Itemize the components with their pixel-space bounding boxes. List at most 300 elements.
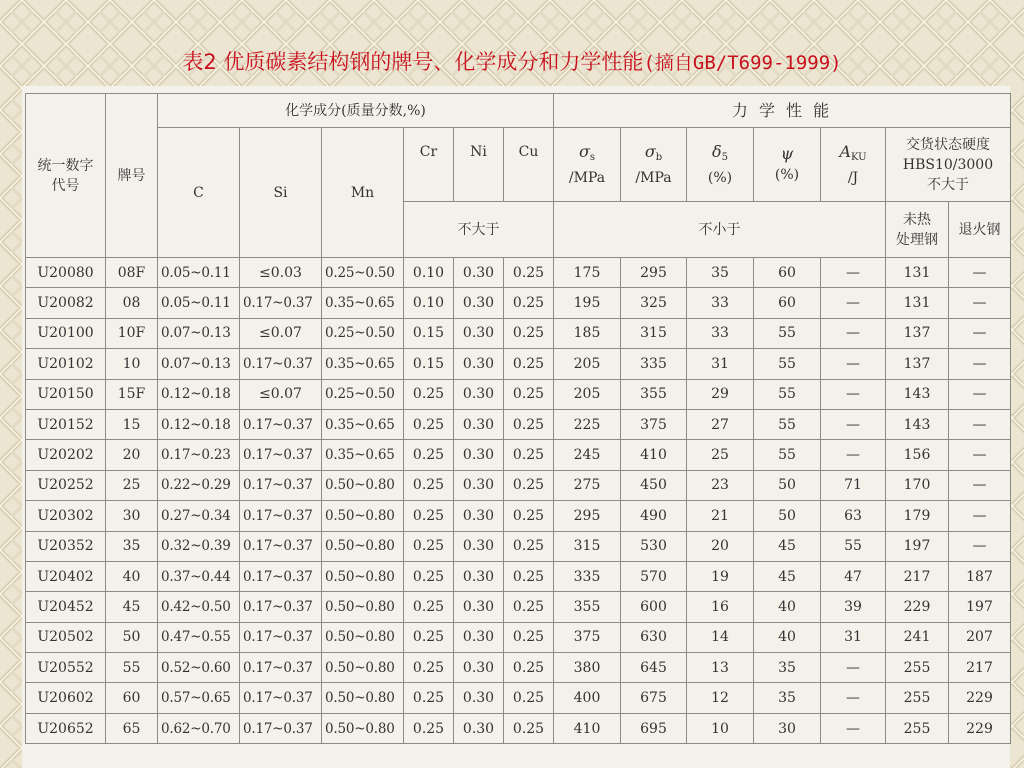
cell-hb1: 241 [886, 622, 949, 652]
header-ni: Ni [454, 128, 504, 202]
cell-psi: 35 [754, 653, 821, 683]
cell-cr: 0.25 [404, 561, 454, 591]
table-row [26, 713, 1011, 743]
cell-si: 0.17~0.37 [240, 409, 322, 439]
sigma-s-unit: /MPa [568, 169, 606, 186]
cell-d5: 31 [687, 349, 754, 379]
cell-grade: 30 [106, 501, 158, 531]
cell-code: U20080 [26, 258, 106, 288]
cell-c: 0.05~0.11 [158, 288, 240, 318]
cell-hb1: 255 [886, 653, 949, 683]
cell-hb1: 255 [886, 713, 949, 743]
table-row [26, 561, 1011, 591]
cell-aku: — [821, 258, 886, 288]
cell-d5: 12 [687, 683, 754, 713]
cell-si: 0.17~0.37 [240, 349, 322, 379]
aku-symbol: A [839, 141, 851, 161]
sigma-b-symbol: σ [644, 141, 656, 161]
cell-code: U20152 [26, 409, 106, 439]
cell-grade: 60 [106, 683, 158, 713]
cell-si: 0.17~0.37 [240, 561, 322, 591]
cell-cu: 0.25 [504, 501, 554, 531]
cell-sb: 325 [621, 288, 687, 318]
cell-psi: 55 [754, 409, 821, 439]
cell-ss: 185 [554, 318, 621, 348]
header-hardness [886, 128, 1011, 202]
cell-mn: 0.25~0.50 [322, 258, 404, 288]
cell-cu: 0.25 [504, 713, 554, 743]
cell-mn: 0.35~0.65 [322, 288, 404, 318]
cell-ss: 175 [554, 258, 621, 288]
title-main: 表2 优质碳素结构钢的牌号、化学成分和力学性能 [182, 50, 644, 74]
cell-d5: 19 [687, 561, 754, 591]
cell-ss: 315 [554, 531, 621, 561]
cell-ni: 0.30 [454, 683, 504, 713]
cell-ss: 205 [554, 379, 621, 409]
cell-psi: 45 [754, 531, 821, 561]
cell-hb1: 143 [886, 409, 949, 439]
cell-d5: 20 [687, 531, 754, 561]
cell-grade: 08 [106, 288, 158, 318]
cell-hb2: — [949, 318, 1011, 348]
cell-c: 0.12~0.18 [158, 409, 240, 439]
cell-hb1: 137 [886, 318, 949, 348]
cell-d5: 35 [687, 258, 754, 288]
cell-hb2: — [949, 258, 1011, 288]
cell-sb: 335 [621, 349, 687, 379]
cell-sb: 490 [621, 501, 687, 531]
cell-si: 0.17~0.37 [240, 501, 322, 531]
cell-hb2: — [949, 349, 1011, 379]
cell-grade: 10F [106, 318, 158, 348]
cell-code: U20402 [26, 561, 106, 591]
cell-c: 0.07~0.13 [158, 349, 240, 379]
cell-d5: 16 [687, 592, 754, 622]
cell-psi: 60 [754, 258, 821, 288]
delta-symbol: δ [711, 141, 722, 161]
cell-c: 0.07~0.13 [158, 318, 240, 348]
header-mn: Mn [322, 128, 404, 258]
sigma-b-unit: /MPa [635, 169, 672, 186]
cell-sb: 600 [621, 592, 687, 622]
cell-mn: 0.35~0.65 [322, 440, 404, 470]
cell-cu: 0.25 [504, 470, 554, 500]
header-not-greater: 不大于 [404, 202, 554, 258]
header-cr: Cr [404, 128, 454, 202]
header-annealed: 退火钢 [949, 202, 1011, 258]
table-row [26, 379, 1011, 409]
cell-ss: 335 [554, 561, 621, 591]
cell-cr: 0.25 [404, 440, 454, 470]
cell-psi: 55 [754, 349, 821, 379]
cell-mn: 0.50~0.80 [322, 683, 404, 713]
cell-ni: 0.30 [454, 349, 504, 379]
cell-ss: 245 [554, 440, 621, 470]
cell-hb1: 131 [886, 258, 949, 288]
cell-cu: 0.25 [504, 653, 554, 683]
cell-hb1: 156 [886, 440, 949, 470]
cell-mn: 0.50~0.80 [322, 653, 404, 683]
hardness-line2: HBS10/3000 [902, 156, 994, 173]
cell-si: 0.17~0.37 [240, 440, 322, 470]
cell-code: U20452 [26, 592, 106, 622]
cell-ss: 355 [554, 592, 621, 622]
cell-ni: 0.30 [454, 470, 504, 500]
cell-hb2: 197 [949, 592, 1011, 622]
cell-ni: 0.30 [454, 379, 504, 409]
cell-sb: 695 [621, 713, 687, 743]
cell-ni: 0.30 [454, 501, 504, 531]
cell-ni: 0.30 [454, 653, 504, 683]
cell-mn: 0.35~0.65 [322, 349, 404, 379]
cell-cr: 0.25 [404, 683, 454, 713]
cell-grade: 35 [106, 531, 158, 561]
cell-aku: — [821, 713, 886, 743]
cell-hb1: 255 [886, 683, 949, 713]
cell-code: U20150 [26, 379, 106, 409]
cell-hb2: 229 [949, 683, 1011, 713]
cell-cu: 0.25 [504, 409, 554, 439]
cell-mn: 0.50~0.80 [322, 501, 404, 531]
cell-c: 0.12~0.18 [158, 379, 240, 409]
cell-cr: 0.25 [404, 592, 454, 622]
cell-grade: 25 [106, 470, 158, 500]
cell-cr: 0.15 [404, 318, 454, 348]
cell-hb2: — [949, 440, 1011, 470]
table-row [26, 349, 1011, 379]
cell-si: 0.17~0.37 [240, 288, 322, 318]
cell-cr: 0.25 [404, 622, 454, 652]
cell-cu: 0.25 [504, 592, 554, 622]
cell-cu: 0.25 [504, 561, 554, 591]
cell-cr: 0.25 [404, 501, 454, 531]
cell-cu: 0.25 [504, 349, 554, 379]
table-row [26, 501, 1011, 531]
cell-ss: 195 [554, 288, 621, 318]
header-delta [687, 128, 754, 202]
cell-psi: 30 [754, 713, 821, 743]
hardness-line1: 交货状态硬度 [906, 136, 990, 153]
cell-aku: — [821, 349, 886, 379]
cell-d5: 13 [687, 653, 754, 683]
cell-cr: 0.25 [404, 531, 454, 561]
header-sigma-s [554, 128, 621, 202]
cell-code: U20302 [26, 501, 106, 531]
untreated-line2: 处理钢 [896, 231, 938, 248]
header-chem-group: 化学成分(质量分数,%) [158, 94, 554, 128]
cell-sb: 295 [621, 258, 687, 288]
cell-code: U20602 [26, 683, 106, 713]
cell-code: U20202 [26, 440, 106, 470]
table-row [26, 258, 1011, 288]
cell-ss: 225 [554, 409, 621, 439]
cell-si: ≤0.07 [240, 379, 322, 409]
cell-ni: 0.30 [454, 622, 504, 652]
cell-sb: 355 [621, 379, 687, 409]
cell-cr: 0.25 [404, 379, 454, 409]
delta-unit: (%) [707, 169, 733, 186]
cell-d5: 21 [687, 501, 754, 531]
cell-ni: 0.30 [454, 288, 504, 318]
cell-mn: 0.50~0.80 [322, 531, 404, 561]
sigma-s-sub: s [589, 151, 596, 163]
cell-sb: 410 [621, 440, 687, 470]
table-row [26, 470, 1011, 500]
cell-grade: 50 [106, 622, 158, 652]
header-c: C [158, 128, 240, 258]
cell-sb: 375 [621, 409, 687, 439]
cell-c: 0.42~0.50 [158, 592, 240, 622]
cell-d5: 23 [687, 470, 754, 500]
cell-aku: 47 [821, 561, 886, 591]
cell-cr: 0.10 [404, 258, 454, 288]
cell-hb1: 179 [886, 501, 949, 531]
cell-cr: 0.25 [404, 409, 454, 439]
cell-psi: 45 [754, 561, 821, 591]
cell-sb: 450 [621, 470, 687, 500]
cell-sb: 630 [621, 622, 687, 652]
cell-cr: 0.25 [404, 653, 454, 683]
cell-d5: 33 [687, 288, 754, 318]
cell-c: 0.32~0.39 [158, 531, 240, 561]
cell-sb: 570 [621, 561, 687, 591]
cell-aku: — [821, 653, 886, 683]
cell-grade: 45 [106, 592, 158, 622]
cell-sb: 315 [621, 318, 687, 348]
table-row [26, 318, 1011, 348]
cell-grade: 55 [106, 653, 158, 683]
cell-psi: 55 [754, 379, 821, 409]
cell-c: 0.57~0.65 [158, 683, 240, 713]
table-row [26, 531, 1011, 561]
cell-si: 0.17~0.37 [240, 653, 322, 683]
header-sigma-b [621, 128, 687, 202]
cell-ni: 0.30 [454, 409, 504, 439]
cell-hb2: — [949, 379, 1011, 409]
cell-grade: 15 [106, 409, 158, 439]
cell-d5: 14 [687, 622, 754, 652]
cell-grade: 08F [106, 258, 158, 288]
cell-grade: 10 [106, 349, 158, 379]
table-row [26, 622, 1011, 652]
cell-hb1: 197 [886, 531, 949, 561]
table-row [26, 288, 1011, 318]
cell-cr: 0.25 [404, 470, 454, 500]
header-cu: Cu [504, 128, 554, 202]
cell-si: 0.17~0.37 [240, 683, 322, 713]
cell-aku: 39 [821, 592, 886, 622]
cell-aku: 71 [821, 470, 886, 500]
cell-aku: — [821, 318, 886, 348]
cell-ni: 0.30 [454, 318, 504, 348]
cell-ss: 375 [554, 622, 621, 652]
title-source: (摘自GB/T699-1999) [643, 52, 842, 74]
cell-ss: 400 [554, 683, 621, 713]
cell-d5: 10 [687, 713, 754, 743]
cell-psi: 40 [754, 592, 821, 622]
cell-cu: 0.25 [504, 258, 554, 288]
aku-sub: KU [851, 151, 867, 163]
cell-si: 0.17~0.37 [240, 713, 322, 743]
cell-psi: 55 [754, 440, 821, 470]
cell-si: 0.17~0.37 [240, 470, 322, 500]
psi-unit: (%) [774, 167, 800, 183]
cell-code: U20252 [26, 470, 106, 500]
cell-ss: 275 [554, 470, 621, 500]
cell-ni: 0.30 [454, 592, 504, 622]
cell-grade: 65 [106, 713, 158, 743]
cell-aku: — [821, 288, 886, 318]
cell-hb2: — [949, 470, 1011, 500]
cell-d5: 27 [687, 409, 754, 439]
cell-aku: 31 [821, 622, 886, 652]
cell-si: ≤0.03 [240, 258, 322, 288]
cell-cu: 0.25 [504, 683, 554, 713]
cell-mn: 0.50~0.80 [322, 561, 404, 591]
cell-cu: 0.25 [504, 531, 554, 561]
cell-c: 0.52~0.60 [158, 653, 240, 683]
cell-code: U20082 [26, 288, 106, 318]
cell-sb: 645 [621, 653, 687, 683]
header-mech-group: 力 学 性 能 [554, 94, 1011, 128]
steel-grades-table [25, 93, 1011, 744]
cell-hb1: 170 [886, 470, 949, 500]
cell-c: 0.27~0.34 [158, 501, 240, 531]
cell-c: 0.17~0.23 [158, 440, 240, 470]
cell-d5: 25 [687, 440, 754, 470]
cell-sb: 675 [621, 683, 687, 713]
cell-mn: 0.50~0.80 [322, 592, 404, 622]
cell-grade: 15F [106, 379, 158, 409]
cell-code: U20100 [26, 318, 106, 348]
cell-hb1: 143 [886, 379, 949, 409]
cell-mn: 0.25~0.50 [322, 318, 404, 348]
untreated-line1: 未热 [903, 211, 931, 228]
table-body [26, 258, 1011, 744]
table-row [26, 409, 1011, 439]
cell-psi: 50 [754, 501, 821, 531]
cell-aku: — [821, 440, 886, 470]
cell-sb: 530 [621, 531, 687, 561]
aku-unit: /J [847, 169, 859, 186]
psi-symbol: ψ [780, 144, 794, 163]
cell-c: 0.47~0.55 [158, 622, 240, 652]
header-not-less: 不小于 [554, 202, 886, 258]
table-row [26, 683, 1011, 713]
cell-mn: 0.50~0.80 [322, 622, 404, 652]
cell-cu: 0.25 [504, 622, 554, 652]
cell-ss: 380 [554, 653, 621, 683]
cell-cr: 0.15 [404, 349, 454, 379]
cell-cu: 0.25 [504, 440, 554, 470]
cell-c: 0.62~0.70 [158, 713, 240, 743]
cell-ni: 0.30 [454, 258, 504, 288]
cell-cu: 0.25 [504, 318, 554, 348]
cell-si: 0.17~0.37 [240, 531, 322, 561]
cell-si: 0.17~0.37 [240, 622, 322, 652]
cell-code: U20552 [26, 653, 106, 683]
delta-sub: 5 [721, 151, 728, 163]
header-untreated [886, 202, 949, 258]
cell-mn: 0.35~0.65 [322, 409, 404, 439]
cell-hb1: 137 [886, 349, 949, 379]
cell-hb2: 187 [949, 561, 1011, 591]
cell-d5: 29 [687, 379, 754, 409]
cell-hb1: 229 [886, 592, 949, 622]
cell-aku: — [821, 409, 886, 439]
cell-ni: 0.30 [454, 531, 504, 561]
cell-hb2: 207 [949, 622, 1011, 652]
cell-c: 0.22~0.29 [158, 470, 240, 500]
cell-aku: — [821, 379, 886, 409]
table-row [26, 440, 1011, 470]
cell-psi: 50 [754, 470, 821, 500]
table-row [26, 592, 1011, 622]
cell-hb2: — [949, 531, 1011, 561]
cell-aku: — [821, 683, 886, 713]
cell-code: U20502 [26, 622, 106, 652]
header-code: 统一数字代号 [26, 94, 106, 258]
cell-code: U20652 [26, 713, 106, 743]
cell-ni: 0.30 [454, 440, 504, 470]
header-psi [754, 128, 821, 202]
cell-mn: 0.50~0.80 [322, 713, 404, 743]
cell-c: 0.37~0.44 [158, 561, 240, 591]
cell-ni: 0.30 [454, 561, 504, 591]
cell-d5: 33 [687, 318, 754, 348]
cell-cr: 0.10 [404, 288, 454, 318]
cell-hb2: 217 [949, 653, 1011, 683]
header-si: Si [240, 128, 322, 258]
cell-code: U20102 [26, 349, 106, 379]
cell-hb2: — [949, 409, 1011, 439]
cell-si: 0.17~0.37 [240, 592, 322, 622]
cell-hb2: — [949, 501, 1011, 531]
slide-title [0, 44, 1024, 80]
cell-grade: 40 [106, 561, 158, 591]
cell-ss: 295 [554, 501, 621, 531]
cell-ss: 410 [554, 713, 621, 743]
cell-cu: 0.25 [504, 379, 554, 409]
table-row [26, 653, 1011, 683]
cell-grade: 20 [106, 440, 158, 470]
cell-c: 0.05~0.11 [158, 258, 240, 288]
cell-psi: 55 [754, 318, 821, 348]
cell-mn: 0.25~0.50 [322, 379, 404, 409]
cell-code: U20352 [26, 531, 106, 561]
cell-hb2: 229 [949, 713, 1011, 743]
cell-si: ≤0.07 [240, 318, 322, 348]
hardness-line3: 不大于 [927, 176, 969, 193]
sigma-s-symbol: σ [578, 141, 590, 161]
header-grade: 牌号 [106, 94, 158, 258]
header-aku [821, 128, 886, 202]
sigma-b-sub: b [655, 151, 663, 163]
cell-cu: 0.25 [504, 288, 554, 318]
cell-hb1: 131 [886, 288, 949, 318]
cell-ni: 0.30 [454, 713, 504, 743]
cell-psi: 35 [754, 683, 821, 713]
cell-aku: 63 [821, 501, 886, 531]
cell-hb2: — [949, 288, 1011, 318]
cell-aku: 55 [821, 531, 886, 561]
cell-psi: 40 [754, 622, 821, 652]
cell-mn: 0.50~0.80 [322, 470, 404, 500]
cell-psi: 60 [754, 288, 821, 318]
cell-ss: 205 [554, 349, 621, 379]
cell-hb1: 217 [886, 561, 949, 591]
cell-cr: 0.25 [404, 713, 454, 743]
